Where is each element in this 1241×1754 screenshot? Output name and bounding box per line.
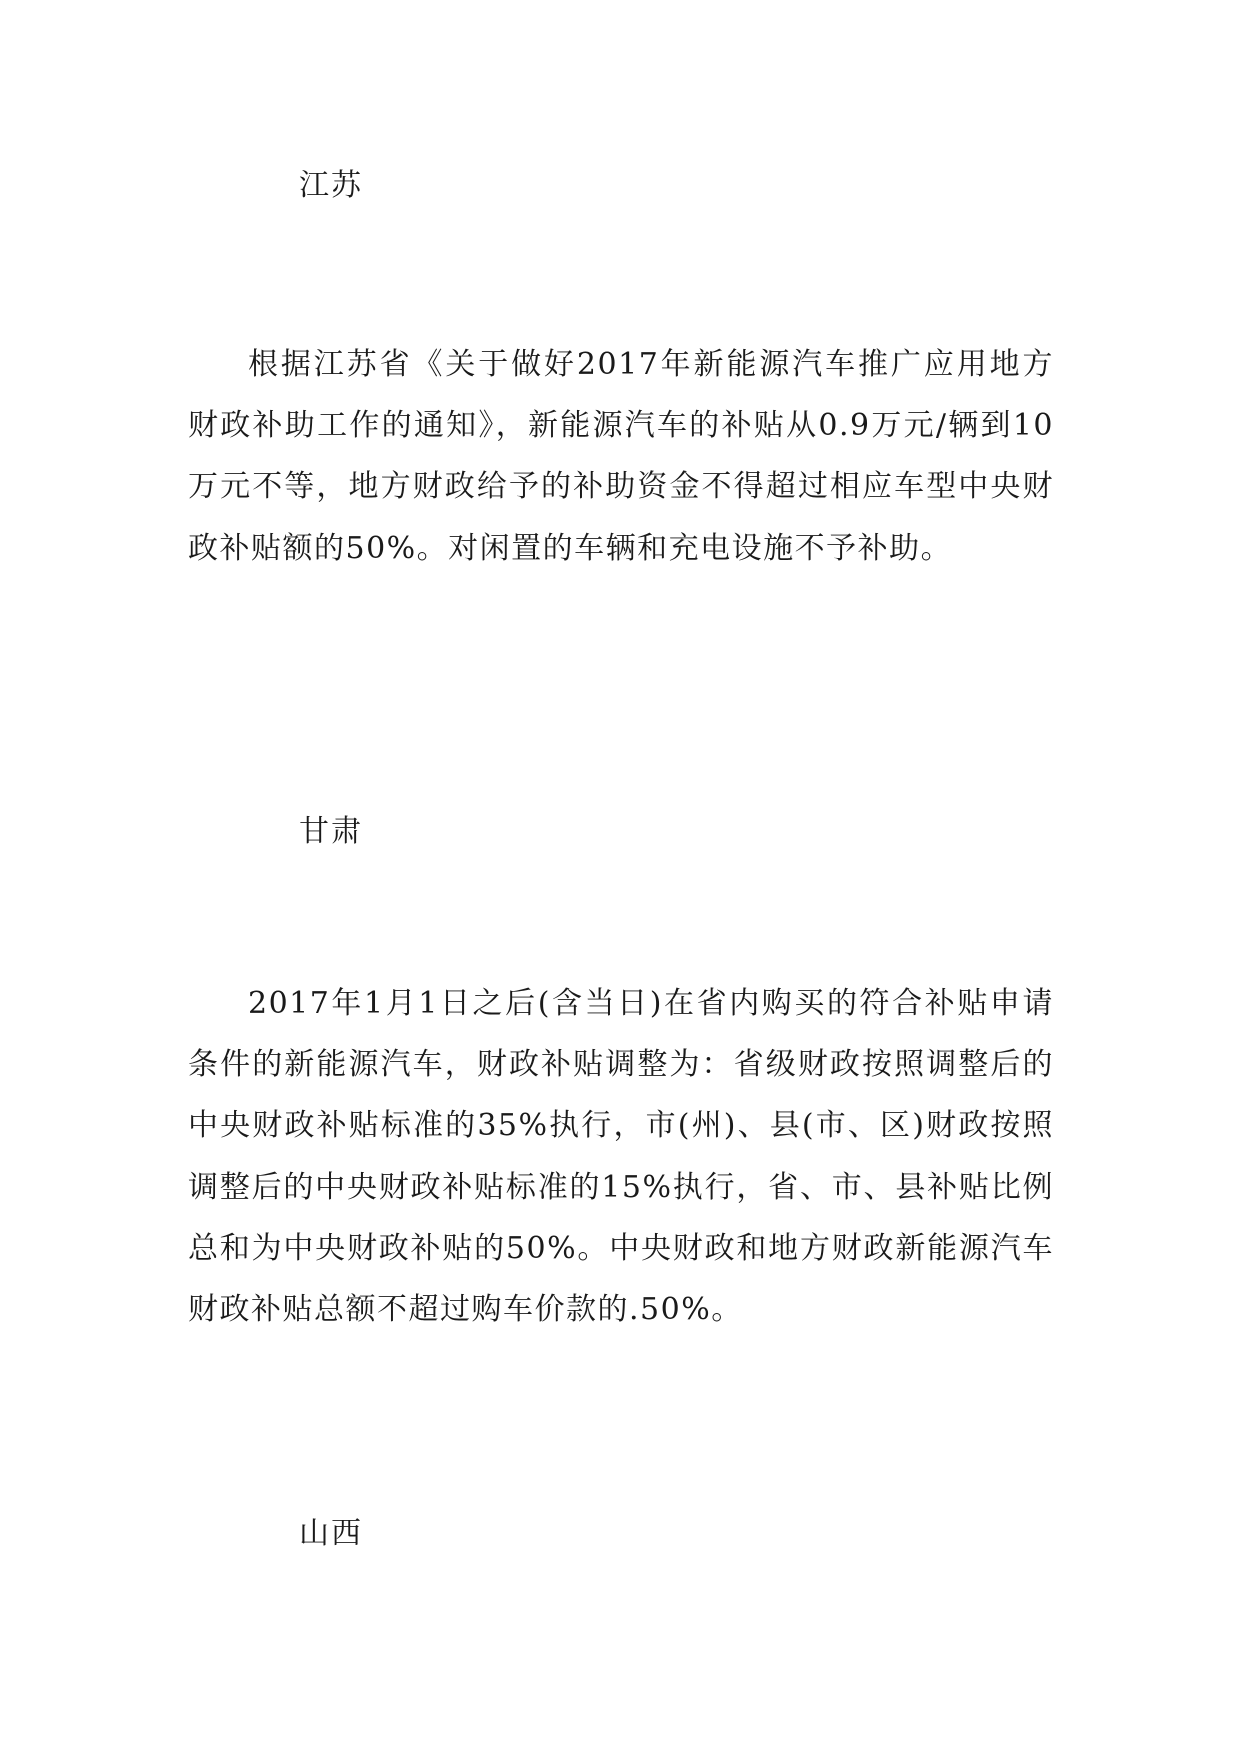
section-body-gansu: 2017年1月1日之后(含当日)在省内购买的符合补贴申请条件的新能源汽车，财政补贴调整为：省级财政按照调整后的中央财政补贴标准的35%执行，市(州)、县(市、区)财政按照调整后的中央财政补贴标准的15%执行，省、市、县补贴比例总和为中央财政补贴的50%。中央财政和地方财政新能源汽车财政补贴总额不超过购车价款的.50%。 [188,986,1054,1328]
section-heading-gansu: 甘肃 [299,814,363,849]
section-heading-shanxi: 山西 [299,1516,363,1551]
section-heading-jiangsu: 江苏 [299,168,363,203]
section-body-jiangsu: 根据江苏省《关于做好2017年新能源汽车推广应用地方财政补助工作的通知》，新能源汽车的补贴从0.9万元/辆到10万元不等，地方财政给予的补助资金不得超过相应车型中央财政补贴额的50%。对闲置的车辆和充电设施不予补助。 [188,347,1054,566]
